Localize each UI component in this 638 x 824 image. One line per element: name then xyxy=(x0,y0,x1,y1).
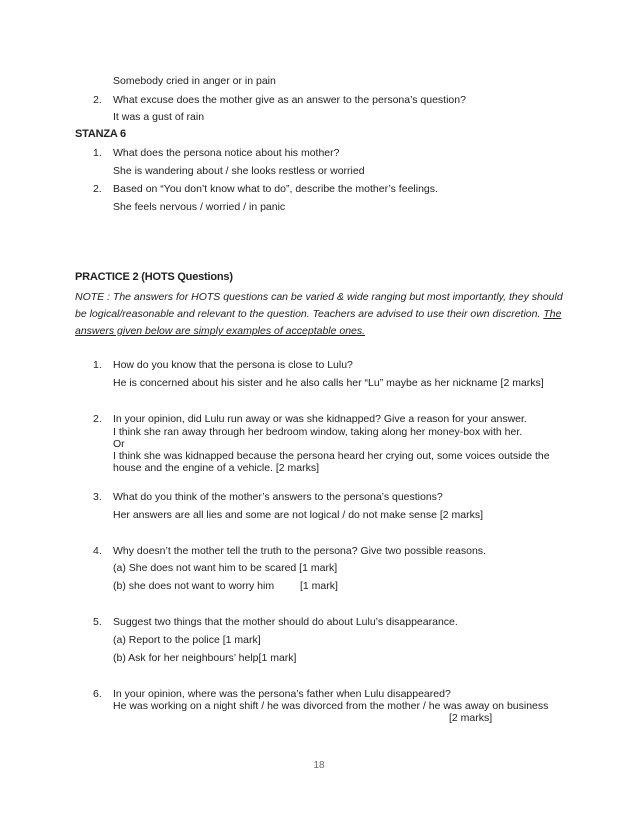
answer-text: I think she was kidnapped because the persona heard her crying out, some voices outside the xyxy=(113,450,550,462)
answer-text: (a) She does not want him to be scared [1 mark] xyxy=(113,562,338,574)
question-text: What do you think of the mother’s answers to the persona’s questions? xyxy=(113,491,443,503)
question-number: 4. xyxy=(93,545,102,557)
question-number: 2. xyxy=(93,413,102,425)
answer-text: (b) Ask for her neighbours’ help[1 mark] xyxy=(113,652,297,664)
note-text: NOTE : The answers for HOTS questions can be varied & wide ranging but most importantly, they should be logical/reasonable and relevant to the question. Teachers are advised to use their own discretion. xyxy=(75,291,563,320)
answer-text: (b) she does not want to worry him xyxy=(113,580,275,592)
answer-text: (a) Report to the police [1 mark] xyxy=(113,634,261,646)
question-text: What does the persona notice about his mother? xyxy=(113,147,340,159)
answer-text: It was a gust of rain xyxy=(113,111,205,123)
section-heading: STANZA 6 xyxy=(75,128,126,140)
answer-text: house and the engine of a vehicle. [2 marks] xyxy=(113,462,320,474)
question-number: 3. xyxy=(93,491,102,503)
note-underlined-text: The answers given below are simply examples of acceptable ones. xyxy=(75,308,562,337)
question-text: In your opinion, where was the persona’s father when Lulu disappeared? xyxy=(113,688,451,700)
answer-text: He was working on a night shift / he was divorced from the mother / he was away on business xyxy=(113,700,549,712)
teacher-note xyxy=(75,289,567,340)
answer-text: I think she ran away through her bedroom window, taking along her money-box with her. xyxy=(113,426,523,438)
question-number: 1. xyxy=(93,359,102,371)
question-number: 5. xyxy=(93,616,102,628)
question-text: What excuse does the mother give as an answer to the persona’s question? xyxy=(113,94,466,106)
answer-text: He is concerned about his sister and he also calls her “Lu” maybe as her nickname [2 marks] xyxy=(113,377,544,389)
answer-text: Or xyxy=(113,438,125,450)
question-text: How do you know that the persona is close to Lulu? xyxy=(113,359,353,371)
question-text: Suggest two things that the mother should do about Lulu’s disappearance. xyxy=(113,616,458,628)
marks-text: [2 marks] xyxy=(449,712,493,724)
answer-text: Somebody cried in anger or in pain xyxy=(113,75,276,87)
question-number: 2. xyxy=(93,183,102,195)
question-number: 2. xyxy=(93,94,102,106)
answer-text: She feels nervous / worried / in panic xyxy=(113,201,286,213)
question-text: In your opinion, did Lulu run away or was she kidnapped? Give a reason for your answer. xyxy=(113,413,527,425)
question-text: Why doesn’t the mother tell the truth to the persona? Give two possible reasons. xyxy=(113,545,486,557)
answer-text: She is wandering about / she looks restless or worried xyxy=(113,165,365,177)
answer-text: Her answers are all lies and some are not logical / do not make sense [2 marks] xyxy=(113,509,484,521)
question-text: Based on “You don’t know what to do”, describe the mother’s feelings. xyxy=(113,183,438,195)
section-heading: PRACTICE 2 (HOTS Questions) xyxy=(75,271,233,283)
question-number: 6. xyxy=(93,688,102,700)
page-number: 18 xyxy=(313,760,325,771)
marks-text: [1 mark] xyxy=(300,580,338,592)
question-number: 1. xyxy=(93,147,102,159)
